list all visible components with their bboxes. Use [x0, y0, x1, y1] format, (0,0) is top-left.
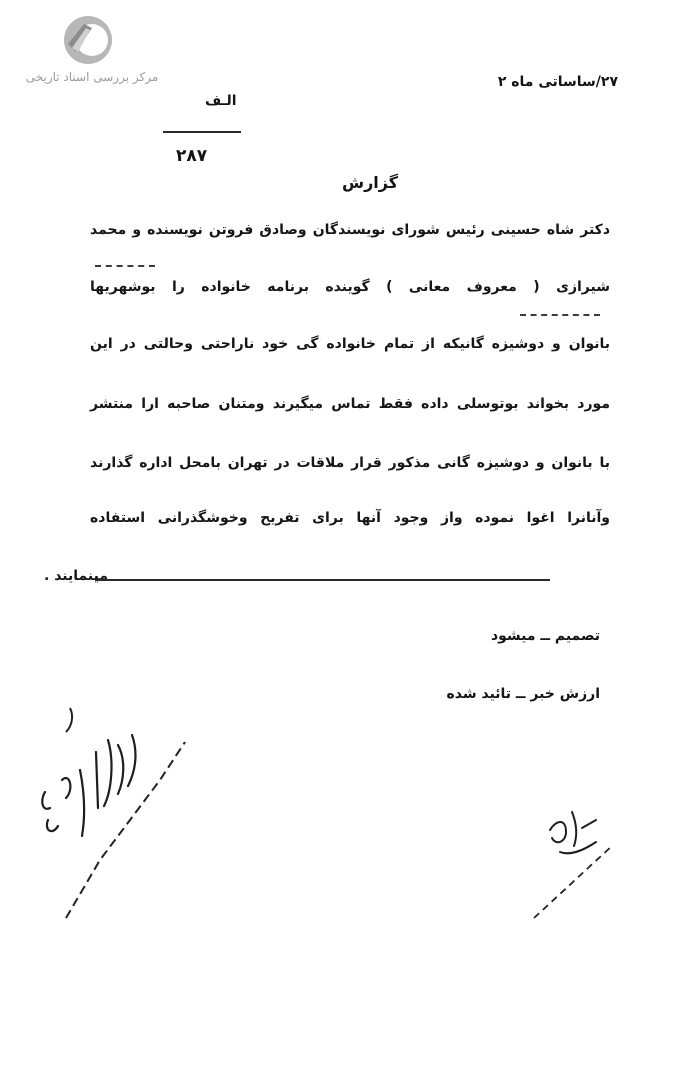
end-rule [95, 579, 550, 581]
underline-mark [520, 314, 600, 316]
header-rule [163, 131, 241, 133]
watermark-text: مرکز بررسی اسناد تاریخی [25, 70, 159, 84]
right-dashed-stroke [534, 846, 612, 918]
underline-mark [95, 265, 155, 267]
archive-logo-icon [62, 14, 114, 66]
right-signature [550, 812, 596, 853]
document-title: گزارش [341, 173, 399, 192]
document-reference: ۲۷/ساساتی ماه ۲ [497, 74, 618, 90]
top-left-tick [66, 708, 72, 732]
document-number: ۲۸۷ [176, 146, 208, 166]
body-line: شیرازی ( معروف معانی ) گوینده برنامه خانواده را بوشهریها [90, 279, 610, 295]
body-line: با بانوان و دوشیزه گانی مذکور قرار ملاقات در تهران بامحل اداره گذارند [90, 455, 610, 471]
watermark [12, 10, 172, 90]
left-signature [42, 735, 135, 836]
body-line: وآنانرا اغوا نموده واز وجود آنها برای تفریح وخوشگذرانی استفاده [90, 510, 610, 526]
body-line: دکتر شاه حسینی رئیس شورای نویسندگان وصادق فروتن نویسنده و محمد [90, 222, 610, 238]
diagonal-stroke [66, 742, 185, 918]
body-line: بانوان و دوشیزه گانیکه از تمام خانواده گی خود ناراحتی وحالتی در این [90, 336, 610, 352]
news-value-line: ارزش خبر ــ تائید شده [446, 686, 600, 702]
body-line: مینمایند . [44, 568, 108, 584]
alef-label: الـف [205, 93, 237, 109]
decision-line: تصمیم ــ میشود [490, 628, 600, 644]
body-line: مورد بخواند بوتوسلی داده فقط تماس میگیرند ومتنان صاحبه ارا منتشر [90, 396, 610, 412]
